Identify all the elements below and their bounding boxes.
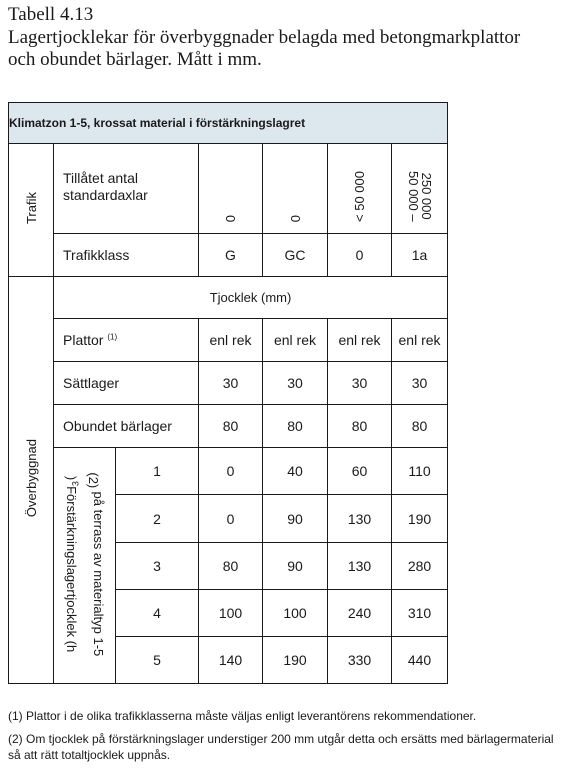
plattor-label-text: Plattor [63, 332, 104, 348]
axles-label-line-2: standardaxlar [63, 187, 148, 203]
fs-footnote-ref: (2) [85, 471, 101, 488]
traffic-class-value: G [199, 234, 263, 277]
fs-value: 60 [328, 448, 392, 495]
fs-material-type: 3 [116, 543, 199, 590]
sattlager-value: 30 [328, 362, 392, 405]
table-title-line-1: Lagertjocklekar för överbyggnader belagda med betongmarkplattor [8, 27, 521, 48]
fs-value: 40 [263, 448, 328, 495]
footnotes [8, 708, 564, 770]
traffic-class-value: GC [263, 234, 328, 277]
fs-value: 310 [392, 590, 448, 637]
table-title [8, 27, 520, 71]
traffic-class-value: 0 [328, 234, 392, 277]
fs-value: 90 [263, 495, 328, 543]
fs-value: 100 [199, 590, 263, 637]
barlager-value: 80 [263, 405, 328, 448]
plattor-footnote-ref: (1) [107, 332, 118, 342]
sattlager-row [9, 362, 448, 405]
axles-value-1a [392, 144, 448, 234]
sattlager-value: 30 [263, 362, 328, 405]
footnote-1: (1) Plattor i de olika trafikklasserna måste väljas enligt leverantörens rekommendationer. [8, 709, 477, 723]
climate-zone-band [9, 103, 448, 144]
fs-value: 130 [328, 543, 392, 590]
fs-material-type: 2 [116, 495, 199, 543]
sattlager-label: Sättlager [54, 362, 199, 405]
table-number: Tabell 4.13 [8, 4, 94, 25]
fs-label-line-1-end: ) [63, 476, 79, 481]
barlager-value: 80 [392, 405, 448, 448]
fs-label-subscript: 3 [70, 480, 81, 486]
fs-value: 0 [199, 448, 263, 495]
footnote-2: (2) Om tjocklek på förstärkningslager understiger 200 mm utgår detta och ersätts med bärlagermaterial så att rätt totaltjocklek uppnås. [8, 732, 554, 762]
fs-value: 330 [328, 637, 392, 684]
thickness-table [8, 102, 448, 684]
fs-value: 190 [392, 495, 448, 543]
fs-label-line-1: Förstärkningslagertjocklek (h [63, 485, 79, 652]
barlager-value: 80 [199, 405, 263, 448]
fs-material-type: 4 [116, 590, 199, 637]
axles-row [9, 144, 448, 234]
plattor-value: enl rek [392, 319, 448, 362]
thickness-header-row [9, 277, 448, 319]
fs-value: 0 [199, 495, 263, 543]
trafik-label: Trafik [23, 192, 39, 225]
trafik-label-cell [9, 144, 54, 277]
axles-value-0 [328, 144, 392, 234]
sattlager-value: 30 [392, 362, 448, 405]
traffic-class-row [9, 234, 448, 277]
fs-value: 280 [392, 543, 448, 590]
plattor-label [54, 319, 199, 362]
axles-value-g [199, 144, 263, 234]
axles-value-text: 0 [287, 214, 303, 222]
barlager-label: Obundet bärlager [54, 405, 199, 448]
axles-value-line-2: 250 000 [418, 173, 434, 221]
overbyggnad-label-cell [9, 277, 54, 684]
axles-value-gc [263, 144, 328, 234]
overbyggnad-label: Överbyggnad [23, 439, 39, 518]
thickness-header: Tjocklek (mm) [54, 277, 448, 319]
fs-value: 110 [392, 448, 448, 495]
plattor-value: enl rek [328, 319, 392, 362]
climate-zone-label: Klimatzon 1-5, krossat material i förstärkningslagret [9, 103, 448, 144]
fs-value: 130 [328, 495, 392, 543]
traffic-class-value: 1a [392, 234, 448, 277]
fs-value: 240 [328, 590, 392, 637]
plattor-row [9, 319, 448, 362]
fs-value: 140 [199, 637, 263, 684]
fs-value: 100 [263, 590, 328, 637]
barlager-row [9, 405, 448, 448]
fs-row-1 [9, 448, 448, 495]
sattlager-value: 30 [199, 362, 263, 405]
barlager-value: 80 [328, 405, 392, 448]
axles-value-text [407, 171, 433, 222]
fs-value: 190 [263, 637, 328, 684]
plattor-value: enl rek [263, 319, 328, 362]
fs-value: 80 [199, 543, 263, 590]
table-header [8, 4, 520, 71]
axles-value-text: < 50 000 [352, 171, 367, 222]
axles-label [54, 144, 199, 234]
fs-label [63, 472, 107, 656]
fs-label-line-2: på terrass av materialtyp 1-5 [90, 491, 106, 657]
table-title-line-2: och obundet bärlager. Mått i mm. [8, 49, 262, 70]
traffic-class-label: Trafikklass [54, 234, 199, 277]
fs-value: 440 [392, 637, 448, 684]
axles-value-line-1: 50 000 – [405, 171, 421, 222]
fs-material-type: 5 [116, 637, 199, 684]
plattor-value: enl rek [199, 319, 263, 362]
axles-label-line-1: Tillåtet antal [63, 170, 138, 186]
fs-material-type: 1 [116, 448, 199, 495]
fs-value: 90 [263, 543, 328, 590]
fs-label-cell [54, 448, 116, 684]
axles-value-text: 0 [223, 214, 238, 222]
